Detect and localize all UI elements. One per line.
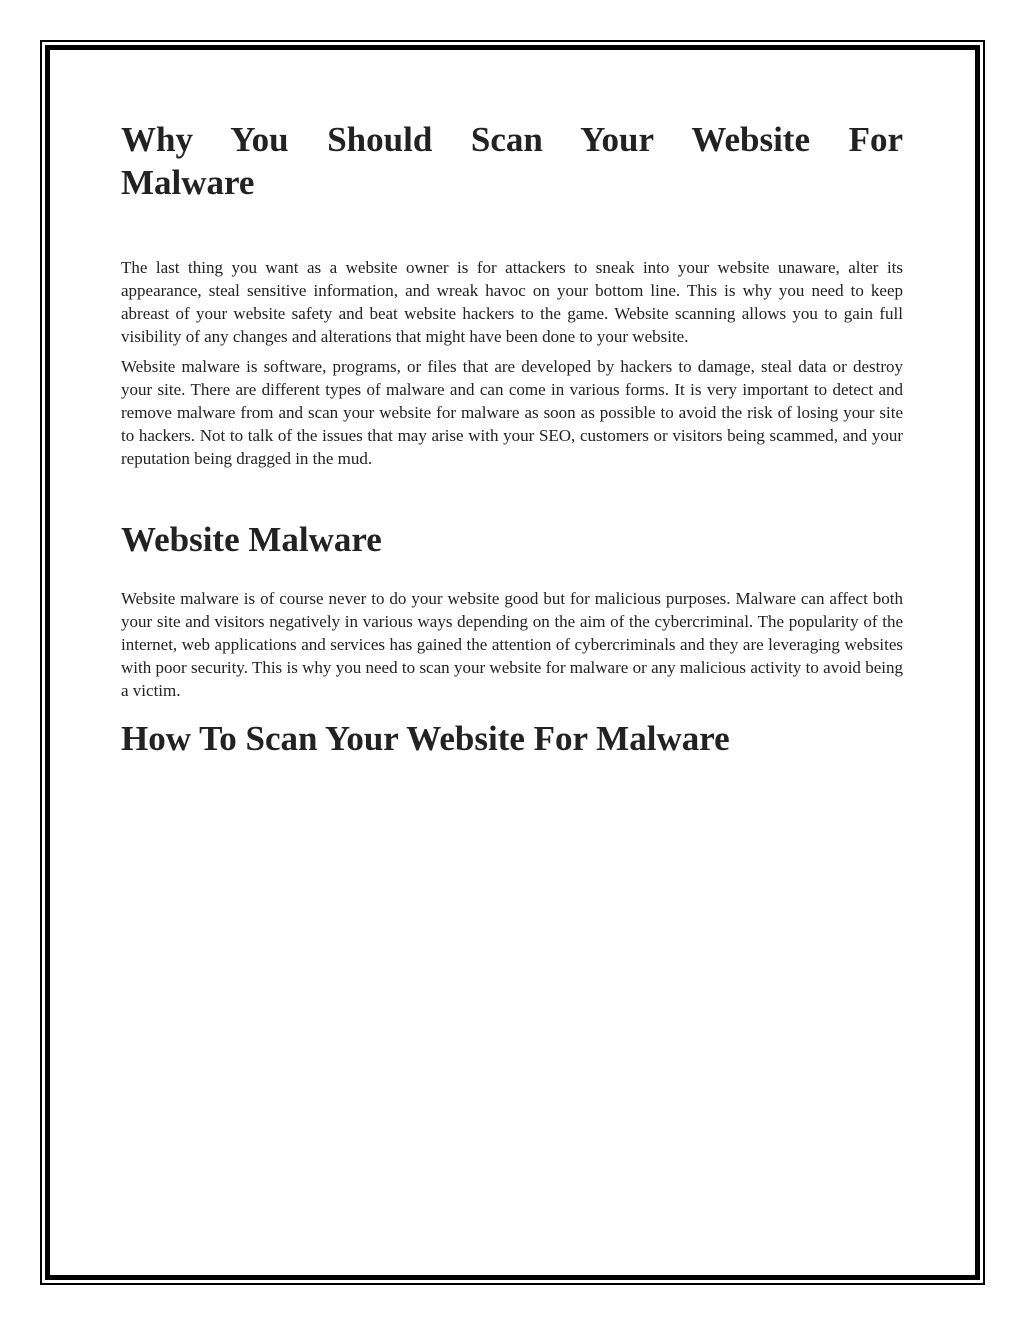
document-title xyxy=(121,118,903,204)
document-body xyxy=(121,118,903,760)
intro-paragraph: The last thing you want as a website owner is for attackers to sneak into your website unaware, alter its appearance, steal sensitive information, and wreak havoc on your bottom line. This is why you need to keep abreast of your website safety and beat website hackers to the game. Website scanning allows you to gain full visibility of any changes and alterations that might have been done to your website. xyxy=(121,258,903,346)
website-malware-paragraph: Website malware is of course never to do your website good but for malicious purposes. Malware can affect both your site and visitors negatively in various ways depending on the aim of the cybercriminal. The popularity of the internet, web applications and services has gained the attention of cybercriminals and they are leveraging websites with poor security. This is why you need to scan your website for malware or any malicious activity to avoid being a victim. xyxy=(121,589,903,700)
document-title-line1: Why You Should Scan Your Website For xyxy=(121,120,903,159)
malware-definition-paragraph: Website malware is software, programs, or files that are developed by hackers to damage, steal data or destroy your site. There are different types of malware and can come in various forms. It is very important to detect and remove malware from and scan your website for malware as soon as possible to avoid the risk of losing your site to hackers. Not to talk of the issues that may arise with your SEO, customers or visitors being scammed, and your reputation being dragged in the mud. xyxy=(121,357,903,468)
document-title-line2: Malware xyxy=(121,163,255,202)
section-heading-website-malware: Website Malware xyxy=(121,520,382,559)
section-heading-how-to-scan: How To Scan Your Website For Malware xyxy=(121,719,730,758)
